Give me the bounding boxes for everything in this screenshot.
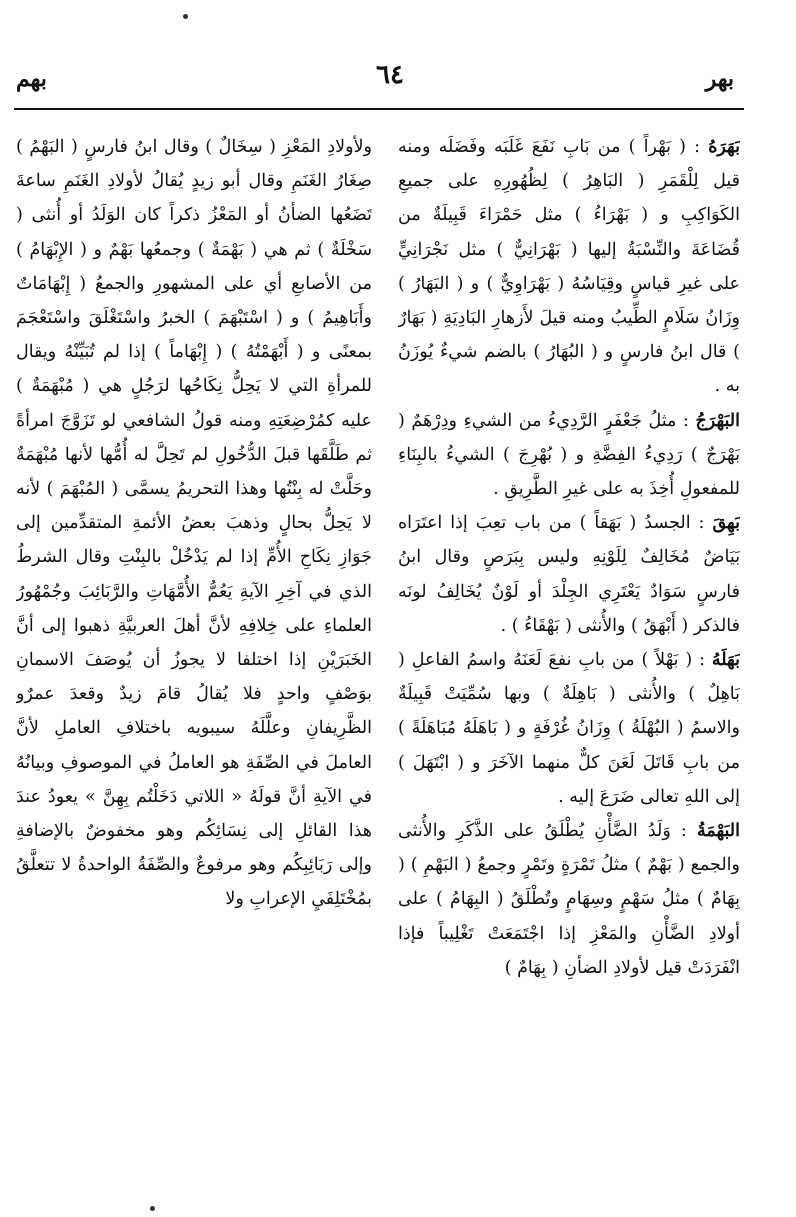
- entry-headword: البَهْرَجُ: [695, 410, 740, 431]
- entry-text: : مثلُ جَعْفَرٍ الرَّدِيءُ من الشيءِ ودِرْهَمٌ ( بَهْرَجٌ ) رَدِيءُ الفِضَّةِ و ( بُهْرِجَ ) الشيءُ بالبِنَاءِ للمفعولِ أُخِذَ به على غيرِ الطَّرِيقِ .: [398, 410, 740, 500]
- dictionary-entry: [398, 814, 740, 985]
- right-column: [398, 130, 740, 1170]
- dictionary-entry: [398, 643, 740, 814]
- entry-text: : وَلَدُ الضَّأْنِ يُطْلَقُ على الذَّكَرِ والأُنثى والجمع ( بَهْمٌ ) مثلُ تَمْرَةٍ وتَمْرٍ وجمعُ ( البَهْمِ ) ( بِهَامٌ ) مثلُ سَهْمٍ وسِهَامٍ وتُطْلَقُ ( البِهَامُ ) على أولادِ الضَّأْنِ والمَعْزِ إذا اجْتَمَعَتْ تَغْلِيباً فإذا انْفَرَدَتْ قيل لأولادِ الضأنِ ( بِهَامٌ ): [398, 821, 740, 978]
- scan-speck: [183, 14, 188, 19]
- dictionary-entry: [398, 506, 740, 643]
- dictionary-entry-continued: [16, 130, 372, 917]
- entry-headword: البَهْمَةُ: [696, 821, 740, 842]
- entry-headword: بَهِقَ: [712, 513, 740, 534]
- running-head-left: بهم: [16, 66, 47, 92]
- header-rule: [14, 108, 744, 110]
- page-number: ٦٤: [376, 60, 404, 90]
- dictionary-entry: [398, 404, 740, 507]
- entry-text: : ( بَهْراً ) من بَابِ نَفَعَ غَلَبَه وفَضَلَه ومنه قيل لِلْقَمَرِ ( البَاهِرُ ) لِظُهُورِهِ على جميعِ الكَوَاكِبِ و ( بَهْرَاءُ ) مثل حَمْرَاءَ قَبِيلَةٌ من قُضَاعَةَ والنِّسْبَةُ إليها ( بَهْرَانِيٌّ ) مثل نَجْرَانِيٍّ على غيرِ قياسٍ وقِيَاسُهُ ( بَهْرَاوِيٌّ ) و ( البَهَارُ ) وِزَانُ سَلَامٍ الطِّيبُ ومنه قيلَ لأَزهارِ البَادِيَةِ ( بَهَارٌ ) قال ابنُ فارسٍ و ( البُهَارُ ) بالضم شيءٌ يُوزَنُ به .: [398, 137, 740, 397]
- entry-text: : الجسدُ ( بَهَقاً ) من باب تعِبَ إذا اعتَرَاه بَيَاضٌ مُخَالِفٌ لِلَوْنِهِ وليس بِبَرَصٍ وقال ابنُ فارسٍ سَوَادٌ يَعْتَرِي الجِلْدَ أو لَوْنٌ يُخَالِفُ لونَه فالذكر ( أَبْهَقُ ) والأُنثى ( بَهْقَاءُ ) .: [398, 513, 740, 636]
- dictionary-entry: [398, 130, 740, 404]
- entry-text: : ( بَهْلاً ) من بابِ نفعَ لَعَنَهُ واسمُ الفاعلِ ( بَاهِلٌ ) والأُنثى ( بَاهِلَةٌ ) وبها سُمِّيَتْ قَبِيلَةٌ والاسمُ ( البُهْلَةُ ) وِزَانُ غُرْفَةٍ و ( بَاهَلَهُ مُبَاهَلَةً ) من بابِ قَاتَلَ لَعَنَ كلٌّ منهما الآخَرَ و ( ابْتَهَلَ ) إلى اللهِ تعالى ضَرَعَ إليه .: [398, 650, 740, 807]
- running-head-right: بهر: [705, 66, 734, 92]
- scan-speck: [150, 1206, 155, 1211]
- left-column: [16, 130, 372, 1170]
- entry-headword: بَهَلَهُ: [711, 650, 740, 671]
- entry-text: ولأولادِ المَعْزِ ( سِخَالٌ ) وقال ابنُ فارسٍ ( البَهْمُ ) صِغَارُ الغَنَمِ وقال أبو زيدٍ يُقالُ لأولادِ الغَنَمِ ساعةَ تَضَعُها الضأنُ أو المَعْزُ ذكراً كان الوَلَدُ أو أُنثى ( سَخْلَةٌ ) ثم هي ( بَهْمَةٌ ) وجمعُها بَهْمٌ و ( الإِبْهَامُ ) من الأصابعِ أي على المشهورِ والجمعُ ( إِبْهَامَاتٌ وأَبَاهِيمُ ) و ( اسْتَبْهَمَ ) الخبرُ واسْتَغْلَقَ واسْتَعْجَمَ بمعنًى و ( أَبْهَمْتُهُ ) ( إِبْهَاماً ) إذا لم تُبَيِّنْهُ ويقال للمرأةِ التي لا يَحِلُّ نِكَاحُها لرَجُلٍ هي ( مُبْهَمَةٌ ) عليه كمُرْضِعَتِهِ ومنه قولُ الشافعي لو تَزَوَّجَ امرأةً ثم طَلَّقَها قبلَ الدُّخُولِ لم تَحِلَّ له أُمُّها لأنها مُبْهَمَةٌ وحَلَّتْ له بِنْتُها وهذا التحريمُ يسمَّى ( المُبْهَمَ ) لأنه لا يَحِلُّ بحالٍ وذهبَ بعضُ الأئمةِ المتقدِّمين إلى جَوَازِ نِكَاحِ الأُمِّ إذا لم يَدْخُلْ بالبِنْتِ وقال الشرطُ الذي في آخِرِ الآيةِ يَعُمُّ الأُمَّهَاتِ والرَّبَائِبَ وجُمْهُورُ العلماءِ على خِلافِهِ لأنَّ أهلَ العربيَّةِ ذهبوا إلى أنَّ الخَبَرَيْنِ إذا اختلفا لا يجوزُ أن يُوصَفَ الاسمانِ بوَصْفٍ واحدٍ فلا يُقالُ قامَ زيدٌ وقعدَ عمرٌو الظَّرِيفانِ وعلَّلَهُ سيبويه باختلافِ العاملِ لأنَّ العاملَ في الصِّفَةِ هو العاملُ في الموصوفِ وبيانُهُ في الآيةِ أنَّ قولَهُ « اللاتي دَخَلْتُم بِهِنَّ » يعودُ عندَ هذا القائلِ إلى نِسَائِكُم وهو مخفوضٌ بالإضافةِ وإلى رَبَائِبِكُم وهو مرفوعٌ والصِّفَةُ الواحدةُ لا تتعلَّقُ بمُخْتَلِفَيِ الإعرابِ ولا: [16, 137, 372, 910]
- entry-headword: بَهَرَهُ: [708, 137, 740, 157]
